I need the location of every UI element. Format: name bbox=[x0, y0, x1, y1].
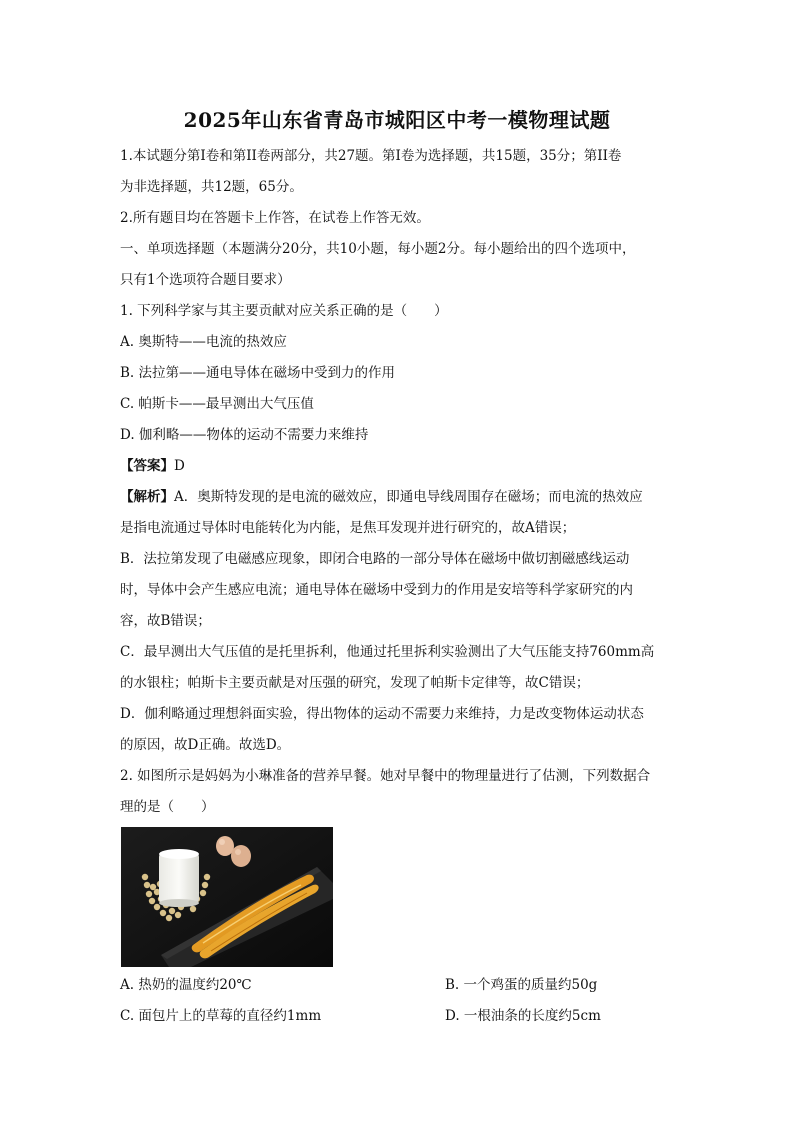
options-row bbox=[120, 970, 676, 1001]
analysis-line: C．最早测出大气压值的是托里拆利，他通过托里拆利实验测出了大气压能支持760mm高 bbox=[120, 644, 655, 660]
egg bbox=[231, 845, 251, 867]
analysis-line bbox=[120, 482, 676, 513]
options-row bbox=[120, 1001, 676, 1032]
question-2-option-c: C. 面包片上的草莓的直径约1mm bbox=[120, 1008, 322, 1024]
breakfast-illustration bbox=[121, 827, 333, 967]
question-2-option-a: A. 热奶的温度约20℃ bbox=[120, 977, 252, 993]
section-heading: 只有1个选项符合题目要求） bbox=[120, 272, 291, 288]
question-2-stem: 理的是（ ） bbox=[120, 799, 215, 815]
question-1-stem: 1. 下列科学家与其主要贡献对应关系正确的是（ ） bbox=[120, 303, 448, 319]
question-2-option-d: D. 一根油条的长度约5cm bbox=[445, 1008, 601, 1024]
page-title: 2025年山东省青岛市城阳区中考一模物理试题 bbox=[183, 108, 611, 132]
question-2-stem: 2. 如图所示是妈妈为小琳准备的营养早餐。她对早餐中的物理量进行了估测，下列数据合 bbox=[120, 768, 651, 784]
breakfast-photo bbox=[121, 827, 333, 967]
instruction-line: 1.本试题分第I卷和第II卷两部分，共27题。第I卷为选择题，共15题，35分；第II卷 bbox=[120, 148, 622, 164]
analysis-text: A．奥斯特发现的是电流的磁效应，即通电导线周围存在磁场；而电流的热效应 bbox=[174, 489, 643, 505]
analysis-line: 是指电流通过导体时电能转化为内能，是焦耳发现并进行研究的，故A错误； bbox=[120, 520, 576, 536]
exam-body bbox=[120, 141, 676, 823]
question-2-options bbox=[120, 970, 676, 1032]
analysis-line: 容，故B错误； bbox=[120, 613, 211, 629]
instruction-line: 2.所有题目均在答题卡上作答，在试卷上作答无效。 bbox=[120, 210, 430, 226]
question-1-option-d: D. 伽利略——物体的运动不需要力来维持 bbox=[120, 427, 369, 443]
instruction-line: 为非选择题，共12题，65分。 bbox=[120, 179, 303, 195]
question-1-option-c: C. 帕斯卡——最早测出大气压值 bbox=[120, 396, 314, 412]
answer-line bbox=[120, 451, 676, 482]
question-1-option-b: B. 法拉第——通电导体在磁场中受到力的作用 bbox=[120, 365, 396, 381]
analysis-line: 的原因，故D正确。故选D。 bbox=[120, 737, 291, 753]
egg bbox=[216, 836, 234, 856]
analysis-line: B．法拉第发现了电磁感应现象，即闭合电路的一部分导体在磁场中做切割磁感线运动 bbox=[120, 551, 630, 567]
question-2-option-b: B. 一个鸡蛋的质量约50g bbox=[445, 977, 598, 993]
section-heading: 一、单项选择题（本题满分20分，共10小题，每小题2分。每小题给出的四个选项中， bbox=[120, 241, 636, 257]
analysis-label: 【解析】 bbox=[120, 489, 174, 505]
answer-value: D bbox=[174, 458, 185, 474]
milk-glass bbox=[159, 853, 199, 903]
analysis-line: 时，导体中会产生感应电流；通电导体在磁场中受到力的作用是安培等科学家研究的内 bbox=[120, 582, 633, 598]
answer-label: 【答案】 bbox=[120, 458, 174, 474]
analysis-line: D．伽利略通过理想斜面实验，得出物体的运动不需要力来维持，力是改变物体运动状态 bbox=[120, 706, 644, 722]
question-1-option-a: A. 奥斯特——电流的热效应 bbox=[120, 334, 287, 350]
analysis-line: 的水银柱；帕斯卡主要贡献是对压强的研究，发现了帕斯卡定律等，故C错误； bbox=[120, 675, 590, 691]
